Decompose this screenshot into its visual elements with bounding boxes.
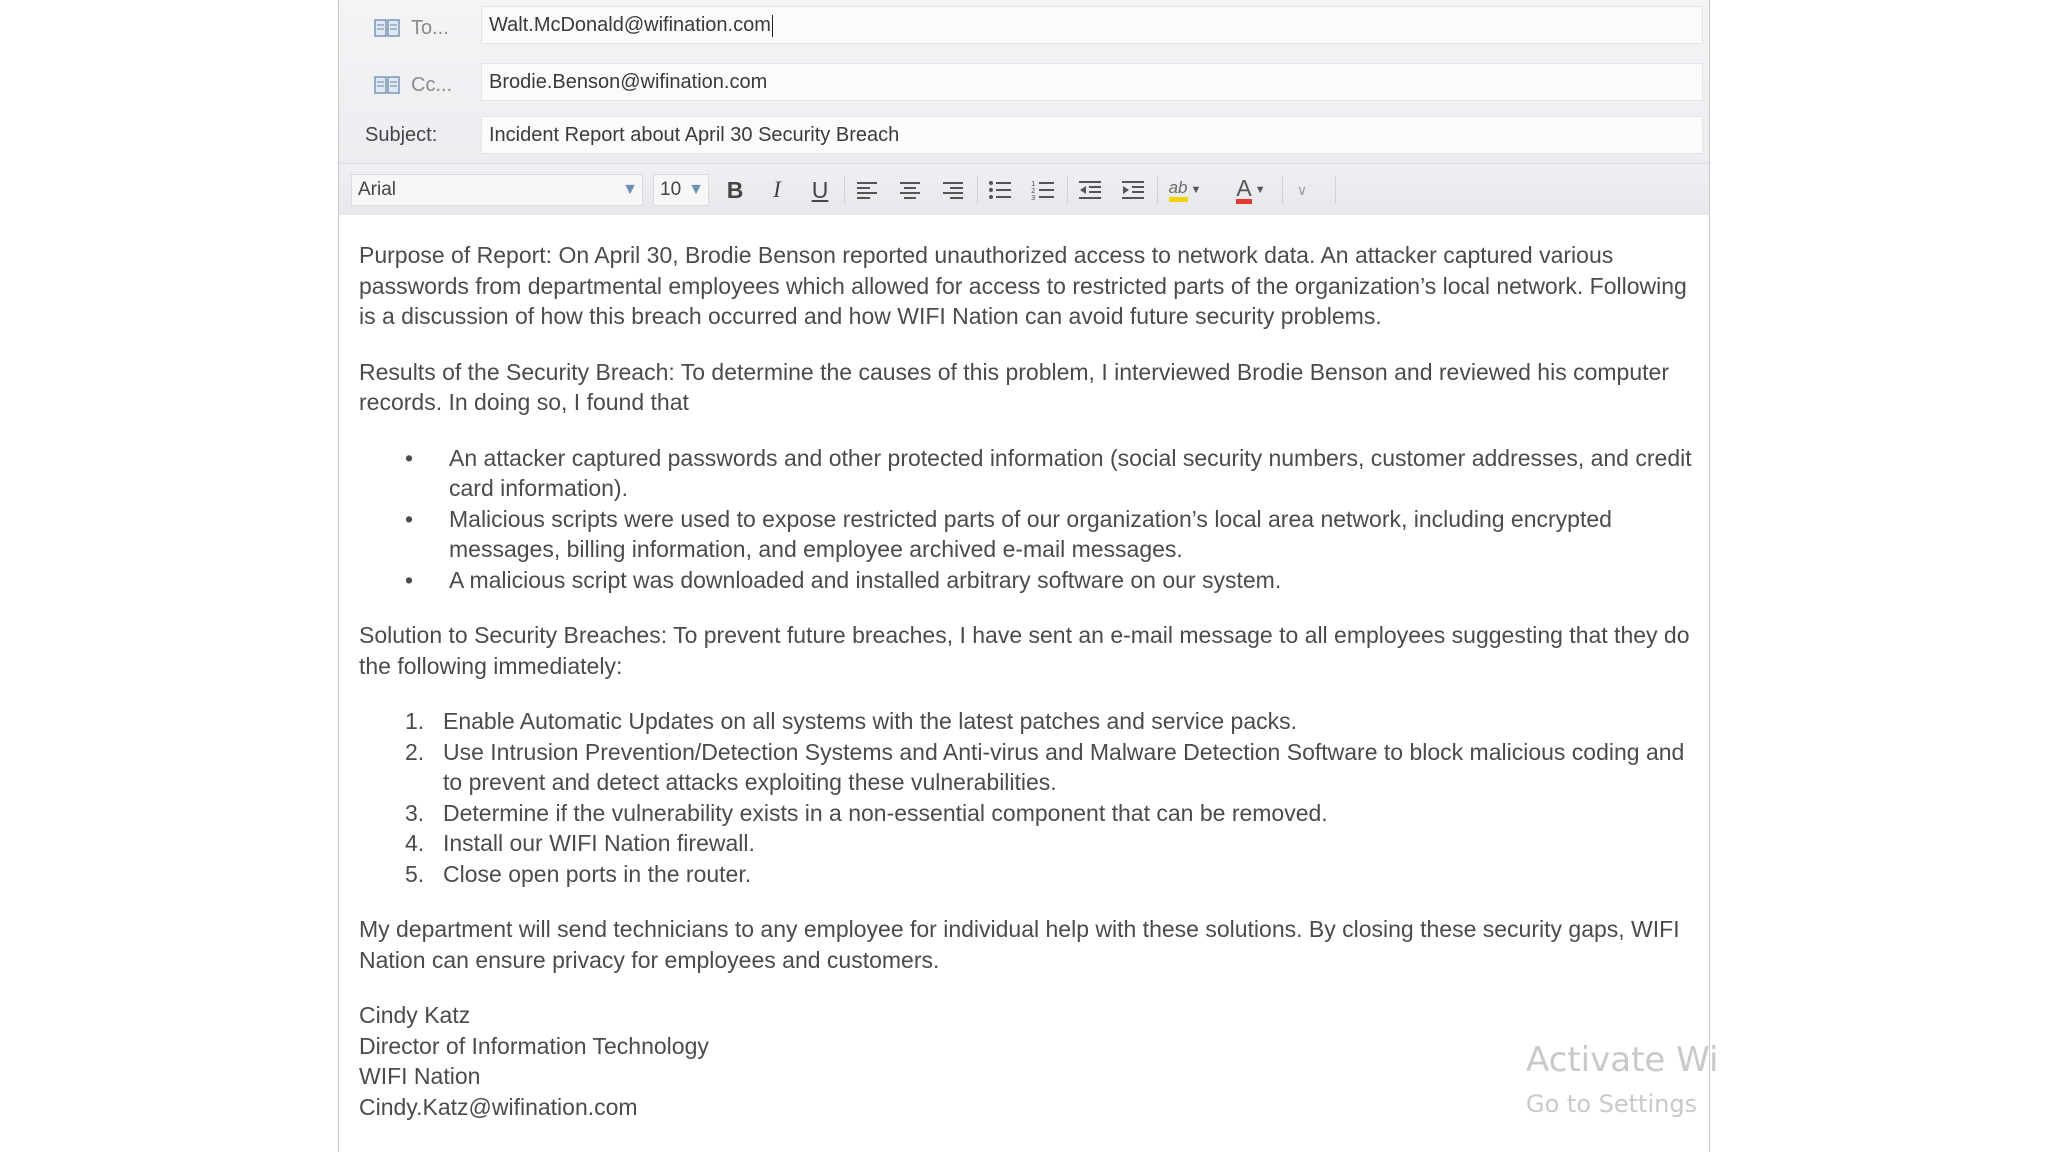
svg-text:3: 3 [1031, 194, 1036, 201]
subject-row [339, 110, 1709, 160]
watermark-line2: Go to Settings [1526, 1090, 1698, 1118]
align-left-icon [855, 179, 879, 201]
message-body[interactable] [359, 240, 1699, 1122]
list-item [359, 859, 1699, 890]
underline-button[interactable] [804, 174, 836, 206]
closing-paragraph: My department will send technicians to any employee for individual help with these solutions. By closing these security gaps, WIFI Nation can ensure privacy for employees and customers. [359, 916, 1680, 973]
to-value: Walt.McDonald@wifination.com [489, 14, 771, 36]
bullet-list-icon [987, 179, 1013, 201]
bold-button[interactable] [719, 174, 751, 206]
list-item-text: Malicious scripts were used to expose restricted parts of our organization’s local area network, including encrypted messages, billing information, and employee archived e-mail messages. [449, 505, 1612, 562]
align-left-button[interactable] [851, 174, 883, 206]
list-number: 4. [405, 830, 425, 856]
list-item [359, 565, 1699, 596]
bullet-list-button[interactable] [984, 174, 1016, 206]
font-size-select[interactable] [653, 174, 709, 206]
chevron-down-icon: ▼ [622, 181, 638, 198]
text-cursor [772, 15, 773, 37]
font-color-button[interactable] [1229, 174, 1273, 206]
list-item [359, 706, 1699, 737]
cc-row [339, 56, 1709, 106]
chevron-down-icon: ▼ [1190, 184, 1202, 196]
align-center-button[interactable] [894, 174, 926, 206]
message-header [339, 0, 1709, 215]
underline-icon: U [811, 176, 829, 203]
signature-title: Director of Information Technology [359, 1032, 709, 1059]
list-item-text: An attacker captured passwords and other protected information (social security numbers, customer addresses, and credit card information). [449, 444, 1692, 501]
italic-icon: I [773, 177, 781, 202]
toolbar-separator [1067, 176, 1068, 204]
bullet-icon: • [405, 505, 414, 532]
subject-field[interactable] [481, 116, 1703, 154]
signature-email: Cindy.Katz@wifination.com [359, 1093, 638, 1120]
list-item-text: Use Intrusion Prevention/Detection Systems and Anti-virus and Malware Detection Software to block malicious coding and to prevent and detect attacks exploiting these vulnerabilities. [443, 738, 1685, 795]
solutions-list [359, 706, 1699, 889]
results-paragraph: Results of the Security Breach: To determine the causes of this problem, I interviewed Brodie Benson and reviewed his computer records. In doing so, I found that [359, 358, 1669, 415]
formatting-toolbar [339, 163, 1709, 214]
italic-button[interactable] [761, 174, 793, 206]
highlight-button[interactable] [1163, 174, 1207, 206]
findings-list [359, 443, 1699, 596]
cc-button-label: Cc... [411, 73, 453, 96]
list-item [359, 828, 1699, 859]
cc-field[interactable] [481, 63, 1703, 101]
double-chevron-down-icon: ∨ [1296, 181, 1308, 198]
list-number: 1. [405, 708, 425, 734]
chevron-down-icon: ▼ [1254, 184, 1266, 196]
numbered-list-button[interactable] [1027, 174, 1059, 206]
font-color-icon: A [1236, 177, 1251, 204]
to-button[interactable] [373, 13, 449, 43]
decrease-indent-button[interactable] [1074, 174, 1106, 206]
highlight-icon: ab [1169, 179, 1188, 202]
font-name-select[interactable] [351, 174, 643, 206]
to-row [339, 0, 1709, 50]
font-size-value: 10 [660, 179, 682, 200]
signature-name: Cindy Katz [359, 1002, 471, 1028]
align-center-icon [898, 179, 922, 201]
list-item [359, 798, 1699, 829]
more-options-button[interactable] [1286, 174, 1318, 206]
list-number: 2. [405, 738, 425, 765]
list-item [359, 443, 1699, 504]
list-item-text: Install our WIFI Nation firewall. [443, 830, 755, 856]
address-book-icon [373, 74, 401, 96]
cc-button[interactable] [373, 70, 452, 100]
solution-paragraph: Solution to Security Breaches: To prevent future breaches, I have sent an e-mail message to all employees suggesting that they do the following immediately: [359, 622, 1690, 679]
bullet-icon: • [405, 444, 414, 471]
increase-indent-button[interactable] [1117, 174, 1149, 206]
list-item [359, 504, 1699, 565]
subject-value: Incident Report about April 30 Security Breach [489, 124, 900, 146]
list-item-text: Determine if the vulnerability exists in a non-essential component that can be removed. [443, 799, 1328, 826]
cc-value: Brodie.Benson@wifination.com [489, 71, 768, 93]
activation-watermark [1526, 1040, 1718, 1118]
to-button-label: To... [411, 16, 449, 39]
toolbar-separator [1157, 176, 1158, 204]
subject-label: Subject: [365, 124, 438, 146]
list-item-text: A malicious script was downloaded and installed arbitrary software on our system. [449, 566, 1282, 593]
purpose-paragraph: Purpose of Report: On April 30, Brodie Benson reported unauthorized access to network data. An attacker captured various passwords from departmental employees which allowed for access to restricted parts of the organization’s local network. Following is a discussion of how this breach occurred and how WIFI Nation can avoid future security problems. [359, 242, 1687, 329]
list-item-text: Close open ports in the router. [443, 860, 752, 887]
svg-text:1: 1 [1031, 180, 1036, 188]
list-number: 3. [405, 799, 425, 826]
font-name-value: Arial [358, 179, 397, 200]
signature-block [359, 1000, 1699, 1122]
signature-company: WIFI Nation [359, 1063, 481, 1089]
toolbar-separator [1282, 176, 1283, 204]
list-number: 5. [405, 860, 425, 887]
bold-icon: B [726, 176, 744, 203]
to-field[interactable] [481, 6, 1703, 44]
list-item-text: Enable Automatic Updates on all systems with the latest patches and service packs. [443, 708, 1297, 734]
toolbar-separator [977, 176, 978, 204]
bullet-icon: • [405, 566, 414, 593]
numbered-list-icon [1030, 179, 1056, 201]
increase-indent-icon [1120, 179, 1146, 201]
chevron-down-icon: ▼ [688, 181, 704, 198]
align-right-icon [941, 179, 965, 201]
align-right-button[interactable] [937, 174, 969, 206]
address-book-icon [373, 17, 401, 39]
watermark-line1: Activate Wi [1526, 1040, 1719, 1080]
decrease-indent-icon [1077, 179, 1103, 201]
email-compose-window [338, 0, 1710, 1152]
list-item [359, 737, 1699, 798]
svg-text:2: 2 [1031, 187, 1036, 195]
toolbar-separator [844, 176, 845, 204]
toolbar-separator [1335, 176, 1336, 204]
